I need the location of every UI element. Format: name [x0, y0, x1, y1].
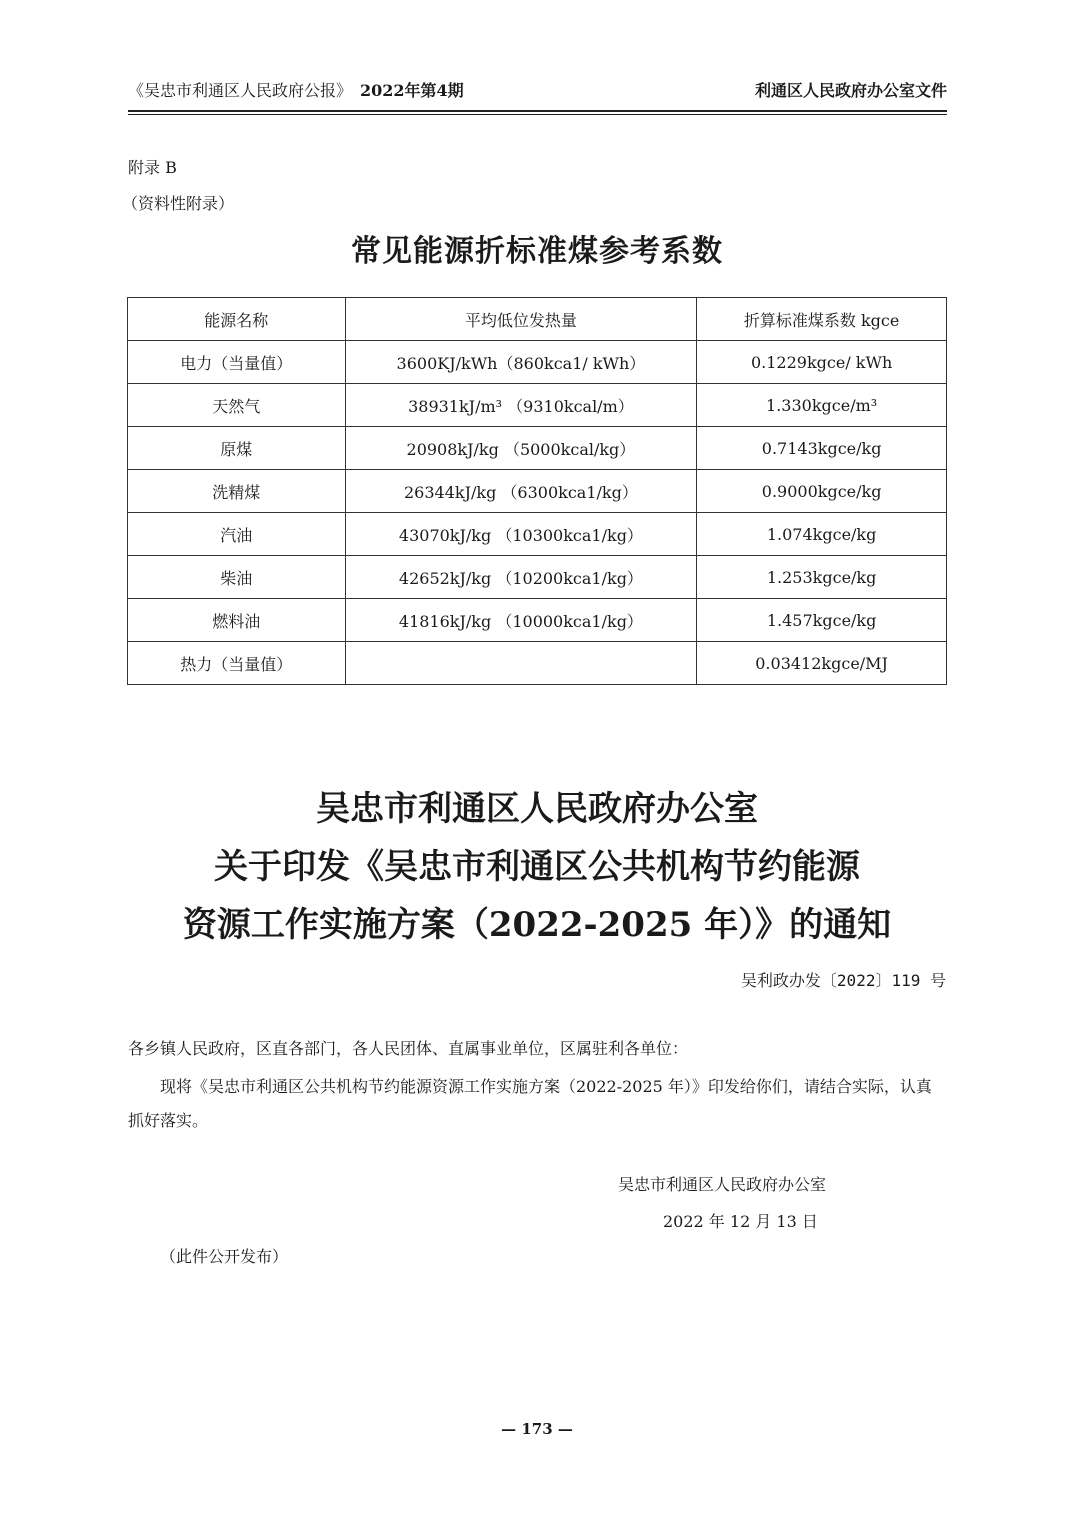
heat-value-cell: 41816kJ/kg （10000kca1/kg） — [345, 599, 697, 642]
coefficient-cell: 1.074kgce/kg — [697, 513, 947, 556]
coefficient-cell: 0.03412kgce/MJ — [697, 642, 947, 685]
coefficient-cell: 0.1229kgce/ kWh — [697, 341, 947, 384]
appendix-label: 附录 B — [128, 158, 177, 177]
column-header: 折算标准煤系数 kgce — [697, 298, 947, 341]
heat-value-cell: 43070kJ/kg （10300kca1/kg） — [345, 513, 697, 556]
table-row — [128, 556, 947, 599]
heat-value-cell: 3600KJ/kWh（860kca1/ kWh） — [345, 341, 697, 384]
header-rule-thick — [128, 110, 947, 112]
table-title: 常见能源折标准煤参考系数 — [351, 234, 723, 269]
header-rule-thin — [128, 114, 947, 115]
appendix-note: （资料性附录） — [122, 194, 235, 213]
publication-note: （此件公开发布） — [160, 1247, 289, 1266]
energy-coefficient-table — [127, 297, 947, 685]
heat-value-cell: 26344kJ/kg （6300kca1/kg） — [345, 470, 697, 513]
table-row — [128, 599, 947, 642]
document-number: 吴利政办发〔2022〕119 号 — [740, 971, 946, 990]
notice-title-line: 吴忠市利通区人民政府办公室 — [316, 789, 758, 829]
column-header: 平均低位发热量 — [345, 298, 697, 341]
coefficient-cell: 1.253kgce/kg — [697, 556, 947, 599]
table-row — [128, 384, 947, 427]
addressee: 各乡镇人民政府，区直各部门，各人民团体、直属事业单位，区属驻利各单位： — [128, 1039, 689, 1058]
table-row — [128, 427, 947, 470]
table-header-row — [128, 298, 947, 341]
page-number: — 173 — — [501, 1420, 573, 1438]
energy-name-cell: 天然气 — [128, 384, 346, 427]
energy-name-cell: 原煤 — [128, 427, 346, 470]
table-row — [128, 513, 947, 556]
table-row — [128, 341, 947, 384]
coefficient-cell: 0.7143kgce/kg — [697, 427, 947, 470]
energy-name-cell: 热力（当量值） — [128, 642, 346, 685]
heat-value-cell: 38931kJ/m³ （9310kcal/m） — [345, 384, 697, 427]
header-section: 利通区人民政府办公室文件 — [754, 81, 947, 100]
notice-title-line: 关于印发《吴忠市利通区公共机构节约能源 — [214, 847, 860, 887]
coefficient-cell: 0.9000kgce/kg — [697, 470, 947, 513]
energy-name-cell: 柴油 — [128, 556, 346, 599]
table-row — [128, 470, 947, 513]
energy-name-cell: 洗精煤 — [128, 470, 346, 513]
journal-name: 《吴忠市利通区人民政府公报》 — [128, 81, 353, 100]
energy-name-cell: 燃料油 — [128, 599, 346, 642]
coefficient-cell: 1.457kgce/kg — [697, 599, 947, 642]
notice-body: 现将《吴忠市利通区公共机构节约能源资源工作实施方案（2022-2025 年）》印发给你们，请结合实际，认真抓好落实。 — [128, 1077, 932, 1130]
energy-name-cell: 电力（当量值） — [128, 341, 346, 384]
header-journal — [128, 78, 464, 101]
table-row — [128, 642, 947, 685]
coefficient-cell: 1.330kgce/m³ — [697, 384, 947, 427]
signature-organization: 吴忠市利通区人民政府办公室 — [618, 1175, 827, 1194]
notice-title — [0, 780, 1074, 954]
heat-value-cell: 20908kJ/kg （5000kcal/kg） — [345, 427, 697, 470]
heat-value-cell — [345, 642, 697, 685]
page-header — [128, 78, 947, 106]
notice-title-line: 资源工作实施方案（2022-2025 年）》的通知 — [182, 905, 892, 945]
energy-name-cell: 汽油 — [128, 513, 346, 556]
heat-value-cell: 42652kJ/kg （10200kca1/kg） — [345, 556, 697, 599]
issue-number: 2022年第4期 — [360, 81, 464, 100]
signature-date: 2022 年 12 月 13 日 — [663, 1212, 818, 1231]
column-header: 能源名称 — [128, 298, 346, 341]
